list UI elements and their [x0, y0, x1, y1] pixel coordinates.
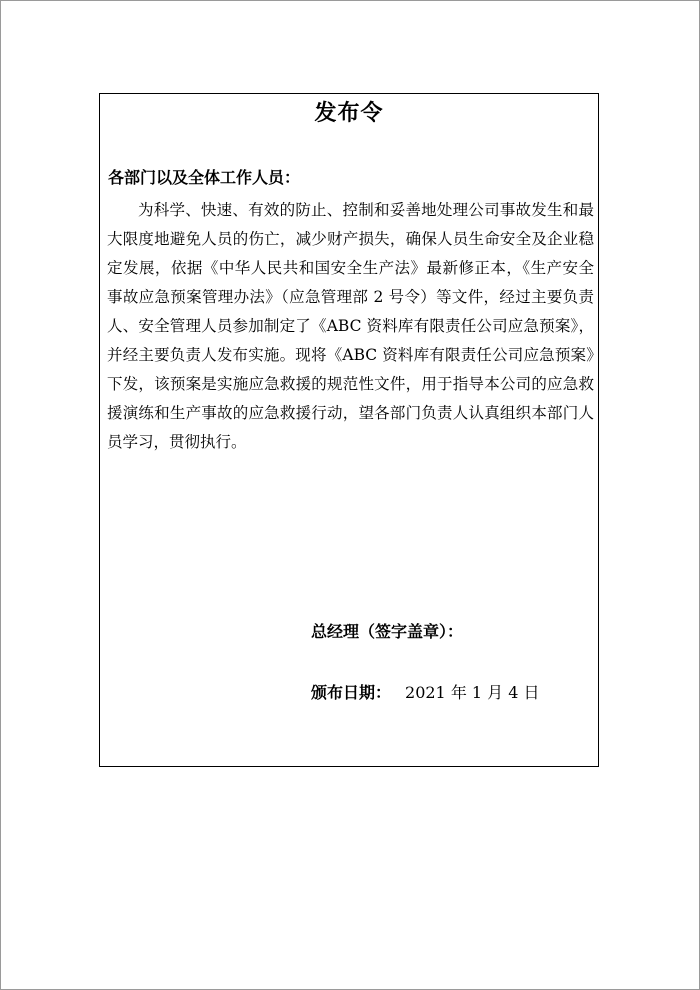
- document-box: [99, 93, 599, 767]
- signature-label: 总经理（签字盖章）：: [311, 622, 464, 641]
- body-paragraph: 为科学、快速、有效的防止、控制和妥善地处理公司事故发生和最大限度地避免人员的伤亡，减少财产损失，确保人员生命安全及企业稳定发展，依据《中华人民共和国安全生产法》最新修正本，《生产安全事故应急预案管理办法》（应急管理部 2 号令）等文件，经过主要负责人、安全管理人员参加制定了《ABC 资料库有限责任公司应急预案》，并经主要负责人发布实施。现将《ABC 资料库有限责任公司应急预案》下发，该预案是实施应急救援的规范性文件，用于指导本公司的应急救援演练和生产事故的应急救援行动，望各部门负责人认真组织本部门人员学习，贯彻执行。: [107, 201, 594, 451]
- issue-date-value: 2021 年 1 月 4 日: [405, 683, 540, 702]
- issue-date-label: 颁布日期：: [311, 683, 392, 702]
- salutation: 各部门以及全体工作人员：: [108, 168, 301, 187]
- document-title: 发布令: [314, 101, 384, 126]
- issue-date-row: [311, 681, 540, 705]
